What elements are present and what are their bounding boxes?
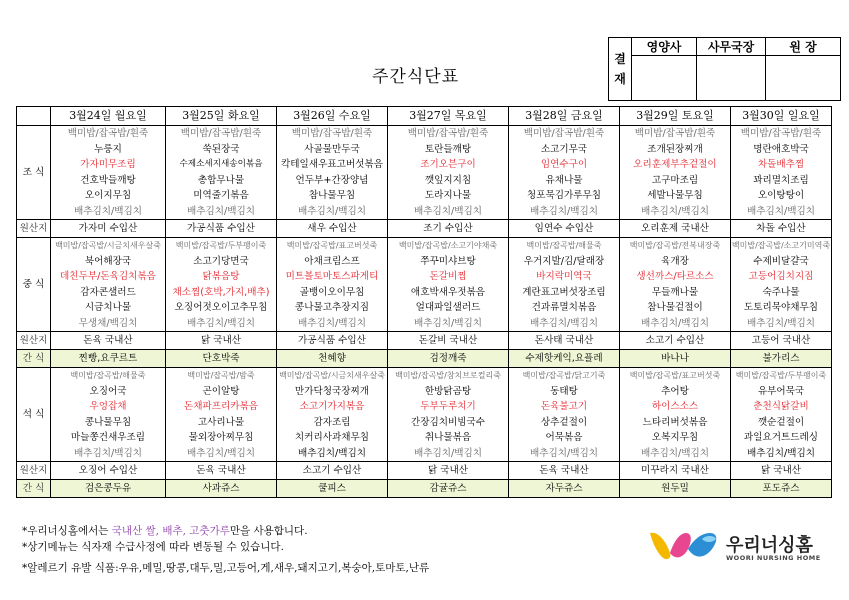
note-origin: *우리너싱홈에서는 국내산 쌀, 배추, 고춧가루만을 사용합니다.: [22, 525, 308, 537]
dish-item: 배추김치/백김치: [640, 317, 710, 329]
breakfast-origin-row: [17, 220, 832, 238]
snack-label: 간 식: [17, 480, 51, 498]
day-header: 3월30일 일요일: [731, 107, 832, 126]
dish-item: 백미밥/잡곡밥/해물죽: [70, 371, 146, 380]
dish-item: 수제비달걀국: [753, 255, 809, 267]
dish-item: 배추김치/백김치: [746, 447, 816, 459]
meal-cell: [620, 238, 731, 332]
approval-label: 결 재: [609, 38, 632, 101]
origin-cell: 차돌 수입산: [731, 220, 832, 238]
page-title: 주간식단표: [372, 67, 460, 87]
dish-item: 배추김치/백김치: [186, 205, 256, 217]
dish-item: 백미밥/잡곡밥/흰죽: [180, 128, 262, 139]
snack-cell: 검은콩두유: [51, 480, 166, 498]
dish-item: 유채나물: [545, 174, 583, 186]
day-header: 3월28일 금요일: [509, 107, 620, 126]
dish-item: 시금치나물: [84, 302, 132, 313]
dish-item: 오복지무침: [651, 432, 699, 443]
notes: [22, 524, 429, 577]
dish-item: 배추김치/백김치: [529, 447, 599, 459]
approval-sign-3: [766, 56, 841, 101]
dinner-label: 석 식: [17, 368, 51, 462]
dish-item: 미역줄기볶음: [193, 190, 249, 201]
day-header: 3월29일 토요일: [620, 107, 731, 126]
dish-item: 깻잎지지침: [424, 174, 472, 186]
dish-item: 수제소세지새송이볶음: [179, 159, 263, 169]
dish-item: 백미밥/잡곡밥/닭고기죽: [522, 371, 606, 380]
snack-cell: 단호박죽: [166, 350, 277, 368]
origin-cell: 고등어 국내산: [731, 332, 832, 350]
dish-item: 숙주나물: [762, 286, 800, 298]
snack-label: 간 식: [17, 350, 51, 368]
dinner-origin-row: [17, 462, 832, 480]
dish-item: 계란표고버섯장조림: [522, 286, 606, 298]
meal-cell: [51, 238, 166, 332]
approval-role-dietitian: 영양사: [632, 38, 697, 56]
dish-item: 백미밥/잡곡밥/흰죽: [740, 128, 822, 139]
logo-english: WOORI NURSING HOME: [726, 554, 821, 562]
snack-cell: 수제핫케익,요플레: [509, 350, 620, 368]
dish-item: 오이탕탕이: [757, 190, 805, 201]
logo-mark-icon: [648, 527, 720, 563]
origin-cell: 닭 국내산: [166, 332, 277, 350]
meal-cell: [731, 126, 832, 220]
meal-cell: [388, 368, 509, 462]
dish-item: 조기오븐구이: [420, 159, 476, 170]
dish-item: 배추김치/백김치: [413, 205, 483, 217]
snack-cell: 천혜향: [277, 350, 388, 368]
meal-cell: [509, 126, 620, 220]
meal-cell: [509, 368, 620, 462]
origin-cell: 오리훈제 국내산: [620, 220, 731, 238]
origin-label: 원산지: [17, 220, 51, 238]
dish-item: 건과류멸치볶음: [531, 302, 597, 313]
logo: [648, 527, 821, 567]
note-change: *상기메뉴는 식자재 수급사정에 따라 변동될 수 있습니다.: [22, 540, 284, 553]
dish-item: 건호박들깨탕: [80, 174, 136, 186]
dish-item: 명란애호박국: [753, 143, 809, 155]
dish-item: 백미밥/잡곡밥/흰죽: [407, 128, 489, 139]
dish-item: 꽈리멸치조림: [753, 174, 809, 186]
snack-cell: 바나나: [620, 350, 731, 368]
meal-cell: [277, 238, 388, 332]
dish-item: 돈채파프리카볶음: [183, 401, 259, 412]
origin-cell: 돈갈비 국내산: [388, 332, 509, 350]
dish-item: 채소찜(호박,가지,배추): [172, 286, 270, 298]
dish-item: 골뱅이오이무침: [299, 286, 365, 298]
dish-item: 감자콘샐러드: [80, 286, 136, 298]
dish-item: 백미밥/잡곡밥/흰죽: [634, 128, 716, 139]
origin-cell: 미꾸라지 국내산: [620, 462, 731, 480]
snack-cell: 사과쥬스: [166, 480, 277, 498]
dish-item: 우거지발/김/달래장: [523, 255, 605, 267]
day-header: 3월26일 수요일: [277, 107, 388, 126]
dish-item: 백미밥/잡곡밥/전복내장죽: [629, 241, 721, 250]
dish-item: 만가닥청국장찌개: [294, 385, 370, 397]
dish-item: 유부어묵국: [757, 385, 805, 397]
dish-item: 데친두부/돈육김치볶음: [60, 271, 156, 282]
origin-cell: 가공식품 수입산: [277, 332, 388, 350]
origin-cell: 돈육 국내산: [51, 332, 166, 350]
approval-sign-1: [632, 56, 697, 101]
dish-item: 춘천식닭갈비: [753, 401, 809, 412]
dish-item: 물외장아찌무침: [188, 432, 254, 443]
dish-item: 누룽지: [94, 143, 122, 155]
dish-item: 닭볶음탕: [202, 271, 240, 282]
dish-item: 오리훈제부추겉절이: [633, 159, 717, 170]
lunch-label: 중 식: [17, 238, 51, 332]
meal-cell: [731, 368, 832, 462]
dish-item: 참나물무침: [308, 190, 356, 201]
origin-cell: 돈사태 국내산: [509, 332, 620, 350]
meal-cell: [509, 238, 620, 332]
dish-item: 배추김치/백김치: [297, 447, 367, 459]
dish-item: 오이지무침: [84, 190, 132, 201]
dish-item: 백미밥/잡곡밥/소고기미역죽: [731, 241, 831, 250]
dish-item: 백미밥/잡곡밥/표고버섯죽: [629, 371, 721, 380]
origin-cell: 가자미 수입산: [51, 220, 166, 238]
dish-item: 총합무나물: [197, 174, 245, 186]
dish-item: 북어해장국: [84, 255, 132, 267]
dish-item: 배추김치/백김치: [640, 205, 710, 217]
dish-item: 고구마조림: [651, 174, 699, 186]
dish-item: 배추김치/백김치: [73, 447, 143, 459]
origin-cell: 오징어 수입산: [51, 462, 166, 480]
dish-item: 배추김치/백김치: [186, 447, 256, 459]
dish-item: 과일요거트드레싱: [743, 432, 819, 443]
dish-item: 동태탕: [550, 385, 578, 397]
dish-item: 쑥된장국: [202, 143, 240, 155]
dish-item: 생선까스/타르소스: [636, 271, 714, 282]
dish-item: 무생채/백김치: [78, 317, 138, 329]
origin-cell: 새우 수입산: [277, 220, 388, 238]
header-corner: [17, 107, 51, 126]
dish-item: 애호박새우젓볶음: [410, 286, 486, 298]
dish-item: 참나물겉절이: [647, 302, 703, 313]
dish-item: 백미밥/잡곡밥/흰죽: [291, 128, 373, 139]
logo-name: 우리너싱홈: [726, 535, 813, 556]
origin-cell: 닭 국내산: [731, 462, 832, 480]
menu-table: [16, 106, 832, 498]
dish-item: 백미밥/잡곡밥/소고기야채죽: [398, 241, 498, 250]
meal-cell: [51, 126, 166, 220]
dish-item: 토란들깨탕: [424, 143, 472, 155]
dish-item: 곤이알탕: [202, 385, 240, 397]
dish-item: 돈갈비찜: [429, 271, 467, 282]
origin-cell: 임연수 수입산: [509, 220, 620, 238]
dish-item: 차돌배추찜: [757, 159, 805, 170]
snack-cell: 불가리스: [731, 350, 832, 368]
dish-item: 백미밥/잡곡밥/해물죽: [526, 241, 602, 250]
dish-item: 소고기무국: [540, 143, 588, 155]
day-header-row: [17, 107, 832, 126]
dish-item: 백미밥/잡곡밥/흰죽: [523, 128, 605, 139]
dish-item: 마늘쫑건새우조림: [70, 432, 146, 443]
dish-item: 임연수구이: [540, 159, 588, 170]
dinner-row: [17, 368, 832, 462]
dish-item: 하이스소스: [651, 401, 699, 412]
dish-item: 오징어젓오이고추무침: [174, 302, 268, 313]
dish-item: 백미밥/잡곡밥/표고버섯죽: [286, 241, 378, 250]
dish-item: 백미밥/잡곡밥/시금치새우살죽: [55, 241, 161, 250]
dish-item: 취나물볶음: [424, 432, 472, 443]
dish-item: 백미밥/잡곡밥/두부팽이죽: [175, 241, 267, 250]
origin-cell: 소고기 수입산: [620, 332, 731, 350]
origin-label: 원산지: [17, 332, 51, 350]
dish-item: 돈육불고기: [540, 401, 588, 412]
approval-role-director: 원 장: [766, 38, 841, 56]
origin-cell: 닭 국내산: [388, 462, 509, 480]
dish-item: 감자조림: [313, 416, 351, 428]
dish-item: 얼대파일샐러드: [415, 302, 481, 313]
snack-cell: 감귤쥬스: [388, 480, 509, 498]
dish-item: 느타리버섯볶음: [642, 416, 708, 428]
day-header: 3월24일 월요일: [51, 107, 166, 126]
dish-item: 간장김치비빔국수: [410, 416, 486, 428]
snack-cell: 검정깨죽: [388, 350, 509, 368]
dish-item: 백미밥/잡곡밥/밤죽: [187, 371, 255, 380]
origin-cell: 돈육 국내산: [509, 462, 620, 480]
snack-cell: 자두쥬스: [509, 480, 620, 498]
dish-item: 백미밥/잡곡밥/시금치새우살죽: [279, 371, 385, 380]
dish-item: 도토리묵야채무침: [743, 302, 819, 313]
dish-item: 소고기가지볶음: [299, 401, 365, 412]
dish-item: 오징어국: [89, 385, 127, 397]
dish-item: 배추김치/백김치: [746, 317, 816, 329]
snack-cell: 포도쥬스: [731, 480, 832, 498]
note-allergy: *알레르기 유발 식품:우유,메밀,땅콩,대두,밀,고등어,게,새우,돼지고기,복숭아,토마토,난류: [22, 562, 430, 574]
dish-item: 배추김치/백김치: [529, 317, 599, 329]
snack-cell: 찐빵,요쿠르트: [51, 350, 166, 368]
dish-item: 언두부+간장양념: [295, 174, 369, 186]
dish-item: 배추김치/백김치: [640, 447, 710, 459]
dish-item: 깻순겉절이: [757, 416, 805, 428]
origin-cell: 조기 수입산: [388, 220, 509, 238]
origin-cell: 돈육 국내산: [166, 462, 277, 480]
meal-cell: [277, 368, 388, 462]
dish-item: 어묵볶음: [545, 432, 583, 443]
snack1-row: [17, 350, 832, 368]
dish-item: 쭈꾸미샤브탕: [420, 255, 476, 267]
breakfast-row: [17, 126, 832, 220]
meal-cell: [731, 238, 832, 332]
day-header: 3월27일 목요일: [388, 107, 509, 126]
dish-item: 고등어김치지짐: [748, 271, 814, 282]
dish-item: 칵테일새우표고버섯볶음: [281, 159, 383, 170]
dish-item: 미트볼토마토스파게티: [285, 271, 379, 282]
meal-cell: [620, 368, 731, 462]
dish-item: 백미밥/잡곡밥/두부팽이죽: [735, 371, 827, 380]
meal-cell: [166, 368, 277, 462]
dish-item: 배추김치/백김치: [413, 317, 483, 329]
dish-item: 백미밥/잡곡밥/흰죽: [67, 128, 149, 139]
dish-item: 배추김치/백김치: [186, 317, 256, 329]
meal-cell: [388, 238, 509, 332]
dish-item: 무들깨나물: [651, 286, 699, 298]
dish-item: 콩나물무침: [84, 416, 132, 428]
dish-item: 한방닭곰탕: [424, 385, 472, 397]
dish-item: 치커리사과채무침: [294, 432, 370, 443]
meal-cell: [166, 238, 277, 332]
dish-item: 배추김치/백김치: [413, 447, 483, 459]
dish-item: 청포묵김가루무침: [526, 190, 602, 201]
dish-item: 콩나물고추장지짐: [294, 302, 370, 313]
meal-cell: [620, 126, 731, 220]
dish-item: 배추김치/백김치: [297, 317, 367, 329]
approval-sign-2: [697, 56, 766, 101]
dish-item: 두부두루치기: [420, 401, 476, 412]
approval-role-manager: 사무국장: [697, 38, 766, 56]
dish-item: 소고기당면국: [193, 255, 249, 267]
meal-cell: [166, 126, 277, 220]
meal-cell: [51, 368, 166, 462]
dish-item: 바지락미역국: [536, 271, 592, 282]
dish-item: 고사리나물: [197, 416, 245, 428]
origin-label: 원산지: [17, 462, 51, 480]
dish-item: 배추김치/백김치: [73, 205, 143, 217]
dish-item: 배추김치/백김치: [529, 205, 599, 217]
snack-cell: 쿨피스: [277, 480, 388, 498]
snack2-row: [17, 480, 832, 498]
dish-item: 사골물만두국: [304, 143, 360, 155]
meal-cell: [277, 126, 388, 220]
lunch-row: [17, 238, 832, 332]
dish-item: 상추겉절이: [540, 416, 588, 428]
breakfast-label: 조 식: [17, 126, 51, 220]
origin-cell: 가공식품 수입산: [166, 220, 277, 238]
day-header: 3월25일 화요일: [166, 107, 277, 126]
dish-item: 배추김치/백김치: [297, 205, 367, 217]
meal-cell: [388, 126, 509, 220]
dish-item: 가자미무조림: [80, 159, 136, 170]
dish-item: 우엉잡채: [89, 401, 127, 412]
dish-item: 아채크림스프: [304, 255, 360, 267]
approval-box: [608, 37, 841, 101]
dish-item: 조개된장찌개: [647, 143, 703, 155]
lunch-origin-row: [17, 332, 832, 350]
dish-item: 세발나물무침: [647, 190, 703, 201]
dish-item: 백미밥/잡곡밥/참치브로컬리죽: [395, 371, 501, 380]
dish-item: 추어탕: [661, 385, 689, 397]
snack-cell: 원두밀: [620, 480, 731, 498]
dish-item: 배추김치/백김치: [746, 205, 816, 217]
origin-cell: 소고기 수입산: [277, 462, 388, 480]
dish-item: 도라지나물: [424, 190, 472, 201]
dish-item: 육개장: [661, 255, 689, 267]
